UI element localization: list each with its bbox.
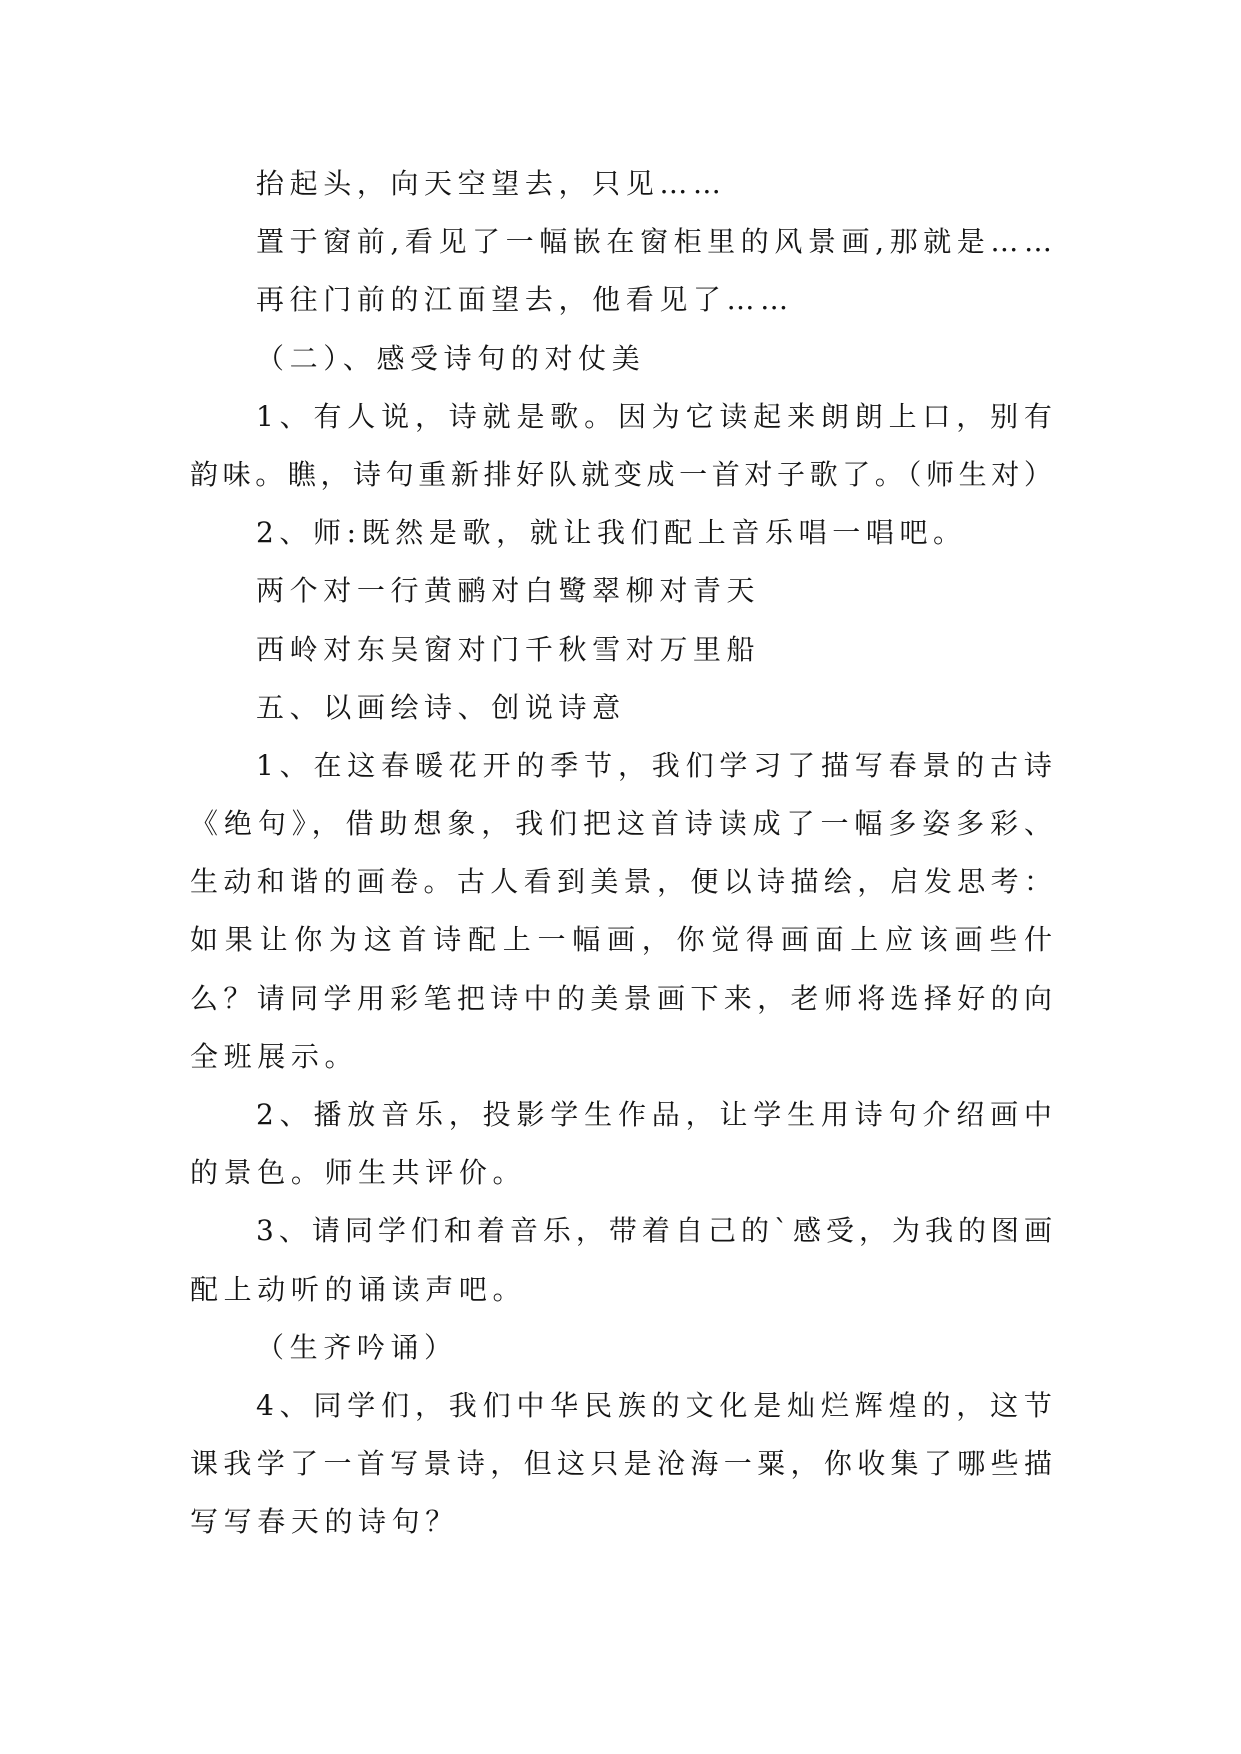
paragraph — [190, 271, 1052, 329]
line-text: 2、播放音乐，投影学生作品，让学生用诗句介绍画中 — [256, 1098, 1058, 1131]
paragraph — [190, 1086, 1058, 1202]
paragraph-line — [190, 795, 1058, 853]
stage-direction — [190, 1319, 1052, 1377]
line-text: 1、有人说，诗就是歌。因为它读起来朗朗上口，别有 — [256, 399, 1058, 433]
section-heading — [190, 679, 1052, 737]
paragraph — [190, 562, 1052, 620]
paragraph-line — [190, 1377, 1058, 1435]
line-text: 西岭对东吴窗对门千秋雪对万里船 — [256, 632, 761, 666]
paragraph — [190, 1202, 1058, 1318]
line-text: 配上动听的诵读声吧。 — [190, 1272, 527, 1306]
line-text: （生齐吟诵） — [256, 1330, 458, 1364]
paragraph — [190, 213, 1058, 271]
paragraph — [190, 621, 1052, 679]
line-text: 的景色。师生共评价。 — [190, 1156, 527, 1190]
document-body — [190, 155, 1059, 1552]
paragraph-line — [190, 446, 1057, 504]
paragraph-line — [190, 213, 1058, 271]
line-text: 3、请同学们和着音乐，带着自己的`感受，为我的图画 — [256, 1214, 1058, 1248]
paragraph-line — [190, 1086, 1058, 1144]
line-text: 课我学了一首写景诗，但这只是沧海一粟，你收集了哪些描 — [190, 1447, 1058, 1481]
paragraph-line — [190, 679, 1052, 737]
paragraph-line — [190, 1144, 1052, 1202]
heading-text: 五、以画绘诗、创说诗意 — [256, 690, 626, 724]
paragraph-line — [190, 911, 1059, 969]
paragraph-line — [190, 621, 1052, 679]
paragraph-line — [190, 737, 1058, 795]
paragraph-line — [190, 1028, 1052, 1086]
heading-text: （二）、感受诗句的对仗美 — [256, 341, 646, 375]
line-text: 生动和谐的画卷。古人看到美景，便以诗描绘，启发思考： — [190, 865, 1058, 899]
line-text: 置于窗前,看见了一幅嵌在窗柜里的风景画,那就是…… — [256, 225, 1058, 259]
line-text: 两个对一行黄鹂对白鹭翠柳对青天 — [256, 574, 761, 608]
paragraph-line — [190, 1493, 1052, 1551]
line-text: 抬起头，向天空望去，只见…… — [256, 167, 727, 200]
line-text: 么？请同学用彩笔把诗中的美景画下来，老师将选择好的向 — [190, 981, 1058, 1015]
line-text: 全班展示。 — [190, 1039, 359, 1073]
paragraph-line — [190, 388, 1058, 446]
paragraph-line — [190, 853, 1058, 911]
paragraph-line — [190, 1202, 1058, 1260]
paragraph-line — [190, 271, 1052, 329]
paragraph-line — [190, 1319, 1052, 1377]
paragraph-line — [190, 504, 1052, 562]
paragraph — [190, 504, 1052, 562]
paragraph — [190, 155, 1052, 213]
paragraph-line — [190, 155, 1052, 213]
paragraph-line — [190, 1435, 1058, 1493]
paragraph-line — [190, 1261, 1052, 1319]
line-text: 1、在这春暖花开的季节，我们学习了描写春景的古诗 — [256, 748, 1058, 782]
paragraph — [190, 388, 1058, 504]
line-text: 如果让你为这首诗配上一幅画，你觉得画面上应该画些什 — [190, 923, 1059, 957]
line-text: 韵味。瞧，诗句重新排好队就变成一首对子歌了。（师生对） — [190, 457, 1057, 491]
line-text: 2、师:既然是歌，就让我们配上音乐唱一唱吧。 — [256, 516, 967, 550]
paragraph-line — [190, 562, 1052, 620]
line-text: 写写春天的诗句？ — [190, 1505, 459, 1539]
line-text: 4、同学们，我们中华民族的文化是灿烂辉煌的，这节 — [256, 1388, 1058, 1422]
paragraph — [190, 737, 1059, 1086]
paragraph-line — [190, 330, 1052, 388]
section-heading — [190, 330, 1052, 388]
line-text: 再往门前的江面望去，他看见了…… — [256, 283, 794, 317]
paragraph — [190, 1377, 1058, 1552]
paragraph-line — [190, 970, 1058, 1028]
line-text: 《绝句》，借助想象，我们把这首诗读成了一幅多姿多彩、 — [190, 807, 1058, 841]
